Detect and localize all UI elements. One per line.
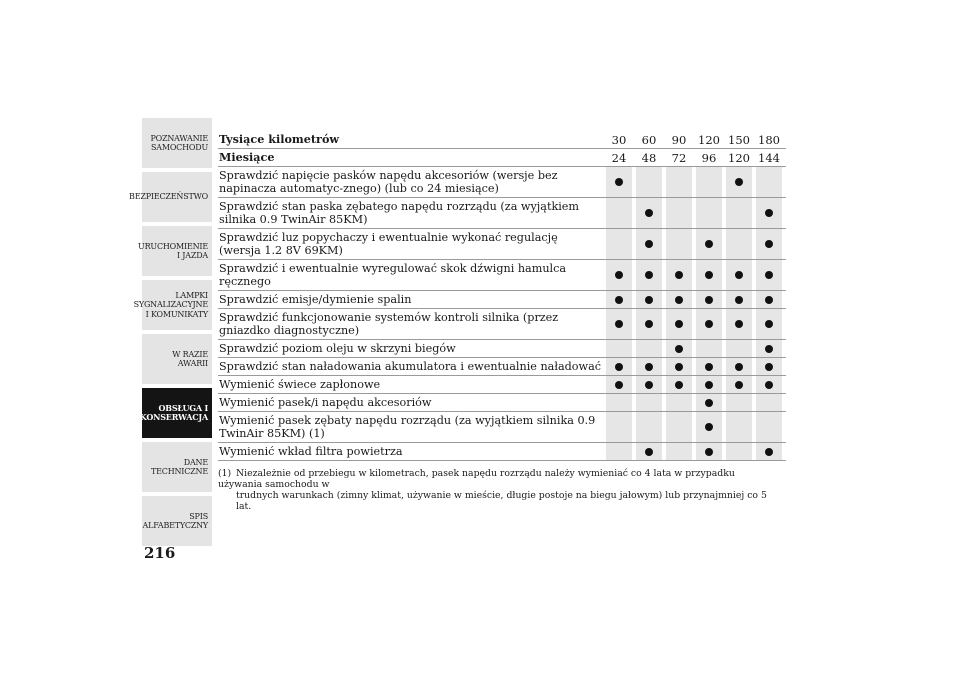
interval-cell xyxy=(696,376,722,393)
service-dot-icon xyxy=(705,423,713,431)
chapter-sidebar xyxy=(129,118,212,550)
interval-cell xyxy=(636,443,662,460)
interval-cell xyxy=(696,309,722,339)
interval-cell xyxy=(606,167,632,197)
interval-cell xyxy=(636,167,662,197)
service-dot-icon xyxy=(645,240,653,248)
header-km-value: 60 xyxy=(641,132,657,147)
table-row xyxy=(218,167,786,198)
table-row xyxy=(218,260,786,291)
interval-cell xyxy=(726,309,752,339)
table-row xyxy=(218,358,786,376)
sidebar-tab-label: SPIS ALFABETYCZNY xyxy=(142,511,208,530)
interval-cell xyxy=(726,412,752,442)
interval-cell xyxy=(606,198,632,228)
interval-cell xyxy=(666,376,692,393)
sidebar-tab[interactable] xyxy=(138,226,212,276)
interval-cell xyxy=(666,412,692,442)
sidebar-tab[interactable] xyxy=(142,496,212,546)
sidebar-tab-label: POZNAWANIE SAMOCHODU xyxy=(150,133,208,152)
table-row xyxy=(218,394,786,412)
service-dot-icon xyxy=(675,271,683,279)
interval-cell xyxy=(636,260,662,290)
service-dot-icon xyxy=(645,381,653,389)
sidebar-tab[interactable] xyxy=(142,442,212,492)
page-number: 216 xyxy=(144,544,176,562)
service-dot-icon xyxy=(735,296,743,304)
header-km-value: 120 xyxy=(698,132,720,147)
interval-cell xyxy=(666,260,692,290)
schedule-rows xyxy=(218,167,786,461)
row-description: Sprawdzić i ewentualnie wyregulować skok dźwigni hamulca ręcznego xyxy=(219,262,567,288)
table-row xyxy=(218,443,786,461)
footnote xyxy=(218,468,778,512)
interval-cell xyxy=(726,358,752,375)
service-dot-icon xyxy=(675,320,683,328)
interval-cell xyxy=(726,260,752,290)
service-dot-icon xyxy=(705,240,713,248)
service-dot-icon xyxy=(705,296,713,304)
header-row-km xyxy=(218,131,786,149)
interval-cell xyxy=(666,309,692,339)
service-dot-icon xyxy=(765,363,773,371)
interval-cell xyxy=(666,443,692,460)
interval-cell xyxy=(756,309,782,339)
service-dot-icon xyxy=(675,363,683,371)
interval-cell xyxy=(606,358,632,375)
row-description: Sprawdzić napięcie pasków napędu akcesoriów (wersje bez napinacza automatyc-znego) (lub co 24 miesiące) xyxy=(219,169,558,195)
interval-cell xyxy=(756,198,782,228)
header-km-value: 90 xyxy=(671,132,687,147)
interval-cell xyxy=(756,376,782,393)
interval-cell xyxy=(666,358,692,375)
interval-cell xyxy=(606,340,632,357)
service-dot-icon xyxy=(645,448,653,456)
service-dot-icon xyxy=(705,320,713,328)
interval-cell xyxy=(696,167,722,197)
interval-cell xyxy=(636,229,662,259)
service-dot-icon xyxy=(705,363,713,371)
interval-cell xyxy=(666,340,692,357)
service-dot-icon xyxy=(615,271,623,279)
interval-cell xyxy=(606,443,632,460)
service-dot-icon xyxy=(765,448,773,456)
interval-cell xyxy=(606,260,632,290)
interval-cell xyxy=(756,358,782,375)
sidebar-tab-label: LAMPKI SYGNALIZACYJNE I KOMUNIKATY xyxy=(133,290,208,319)
service-dot-icon xyxy=(765,209,773,217)
interval-cell xyxy=(696,412,722,442)
interval-cell xyxy=(636,340,662,357)
service-dot-icon xyxy=(645,271,653,279)
service-dot-icon xyxy=(705,448,713,456)
interval-cell xyxy=(756,167,782,197)
header-months-value: 72 xyxy=(671,150,687,165)
service-dot-icon xyxy=(765,345,773,353)
row-description: Wymienić pasek/i napędu akcesoriów xyxy=(219,396,432,409)
interval-cell xyxy=(606,394,632,411)
service-dot-icon xyxy=(705,381,713,389)
service-dot-icon xyxy=(765,320,773,328)
table-row xyxy=(218,291,786,309)
interval-cell xyxy=(636,394,662,411)
service-dot-icon xyxy=(615,381,623,389)
sidebar-tab-label: BEZPIECZEŃSTWO xyxy=(129,192,208,202)
interval-cell xyxy=(726,229,752,259)
sidebar-tab[interactable] xyxy=(142,334,212,384)
service-dot-icon xyxy=(765,271,773,279)
interval-cell xyxy=(756,260,782,290)
service-dot-icon xyxy=(615,178,623,186)
interval-cell xyxy=(726,394,752,411)
header-km-value: 150 xyxy=(728,132,750,147)
interval-cell xyxy=(636,309,662,339)
interval-cell xyxy=(756,291,782,308)
interval-cell xyxy=(696,229,722,259)
service-dot-icon xyxy=(765,240,773,248)
interval-cell xyxy=(696,443,722,460)
interval-cell xyxy=(756,340,782,357)
interval-cell xyxy=(636,198,662,228)
header-row-months xyxy=(218,149,786,167)
interval-cell xyxy=(756,443,782,460)
header-months-value: 120 xyxy=(728,150,750,165)
interval-cell xyxy=(636,358,662,375)
interval-cell xyxy=(696,394,722,411)
table-row xyxy=(218,309,786,340)
table-row xyxy=(218,376,786,394)
service-dot-icon xyxy=(735,381,743,389)
header-km-label: Tysiące kilometrów xyxy=(219,132,340,146)
interval-cell xyxy=(606,412,632,442)
row-description: Wymienić pasek zębaty napędu rozrządu (za wyjątkiem silnika 0.9 TwinAir 85KM) (1) xyxy=(219,414,596,440)
sidebar-tab-label: W RAZIE AWARII xyxy=(172,349,208,368)
interval-cell xyxy=(606,291,632,308)
service-dot-icon xyxy=(705,399,713,407)
table-row xyxy=(218,229,786,260)
interval-cell xyxy=(606,309,632,339)
header-km-value: 180 xyxy=(758,132,780,147)
service-dot-icon xyxy=(645,209,653,217)
interval-cell xyxy=(756,394,782,411)
interval-cell xyxy=(636,291,662,308)
interval-cell xyxy=(756,412,782,442)
row-description: Sprawdzić stan naładowania akumulatora i ewentualnie naładować xyxy=(219,360,602,373)
header-months-value: 144 xyxy=(758,150,780,165)
service-dot-icon xyxy=(675,381,683,389)
service-dot-icon xyxy=(765,381,773,389)
row-description: Sprawdzić luz popychaczy i ewentualnie wykonać regulację (wersja 1.2 8V 69KM) xyxy=(219,231,558,257)
interval-cell xyxy=(696,198,722,228)
header-months-label: Miesiące xyxy=(219,150,275,164)
service-dot-icon xyxy=(615,363,623,371)
service-dot-icon xyxy=(615,320,623,328)
interval-cell xyxy=(696,340,722,357)
service-dot-icon xyxy=(765,296,773,304)
interval-cell xyxy=(666,198,692,228)
table-row xyxy=(218,412,786,443)
service-dot-icon xyxy=(645,296,653,304)
interval-cell xyxy=(726,291,752,308)
row-description: Sprawdzić emisje/dymienie spalin xyxy=(219,293,412,306)
header-months-value: 96 xyxy=(701,150,717,165)
service-dot-icon xyxy=(645,363,653,371)
row-description: Wymienić wkład filtra powietrza xyxy=(219,445,403,458)
interval-cell xyxy=(636,412,662,442)
sidebar-tab-label: URUCHOMIENIE I JAZDA xyxy=(138,241,208,260)
header-months-value: 24 xyxy=(611,150,627,165)
table-row xyxy=(218,198,786,229)
interval-cell xyxy=(726,340,752,357)
interval-cell xyxy=(726,167,752,197)
interval-cell xyxy=(756,229,782,259)
interval-cell xyxy=(636,376,662,393)
sidebar-tab[interactable] xyxy=(129,172,212,222)
footnote-text: Niezależnie od przebiegu w kilometrach, pasek napędu rozrządu należy wymieniać co 4 lata w przypadku używania samochodu w xyxy=(218,468,735,490)
interval-cell xyxy=(696,291,722,308)
footnote-ref: (1) xyxy=(218,468,232,479)
row-description: Sprawdzić stan paska zębatego napędu rozrządu (za wyjątkiem silnika 0.9 TwinAir 85KM) xyxy=(219,200,580,226)
sidebar-tab-label: DANE TECHNICZNE xyxy=(151,457,208,476)
header-months-value: 48 xyxy=(641,150,657,165)
service-dot-icon xyxy=(675,296,683,304)
service-dot-icon xyxy=(615,296,623,304)
sidebar-tab-label: OBSŁUGA I KONSERWACJA xyxy=(139,402,209,422)
interval-cell xyxy=(696,260,722,290)
maintenance-schedule-table xyxy=(218,131,786,461)
interval-cell xyxy=(666,229,692,259)
service-dot-icon xyxy=(705,271,713,279)
row-description: Sprawdzić poziom oleju w skrzyni biegów xyxy=(219,342,456,355)
service-dot-icon xyxy=(675,345,683,353)
interval-cell xyxy=(606,229,632,259)
interval-cell xyxy=(666,291,692,308)
service-dot-icon xyxy=(645,320,653,328)
service-dot-icon xyxy=(735,363,743,371)
interval-cell xyxy=(666,394,692,411)
sidebar-tab[interactable] xyxy=(142,118,212,168)
table-row xyxy=(218,340,786,358)
interval-cell xyxy=(696,358,722,375)
interval-cell xyxy=(726,443,752,460)
interval-cell xyxy=(726,198,752,228)
sidebar-tab[interactable] xyxy=(139,388,212,438)
service-dot-icon xyxy=(735,320,743,328)
interval-cell xyxy=(666,167,692,197)
header-km-value: 30 xyxy=(611,132,627,147)
row-description: Wymienić świece zapłonowe xyxy=(219,378,381,391)
interval-cell xyxy=(726,376,752,393)
row-description: Sprawdzić funkcjonowanie systemów kontroli silnika (przez gniazdko diagnostyczne) xyxy=(219,311,559,337)
interval-cell xyxy=(606,376,632,393)
footnote-text-continued: trudnych warunkach (zimny klimat, używanie w mieście, długie postoje na biegu jałowym) lub przynajmniej co 5 lat. xyxy=(236,490,767,512)
service-dot-icon xyxy=(735,271,743,279)
sidebar-tab[interactable] xyxy=(133,280,212,330)
service-dot-icon xyxy=(735,178,743,186)
